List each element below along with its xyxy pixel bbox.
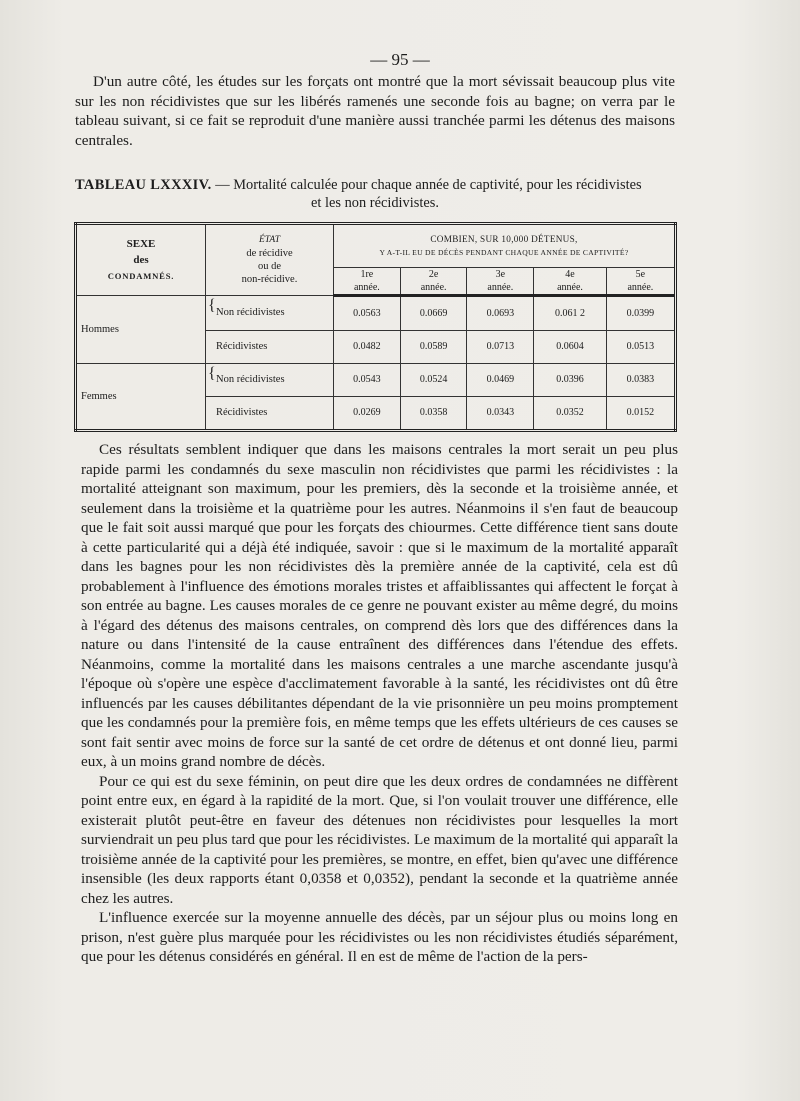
year-ord: 5e	[635, 269, 646, 280]
body-paragraph: Pour ce qui est du sexe féminin, on peut dire que les deux ordres de condamnées ne diffèrent point entre eux, en égard à la rapidité de la mort. Que, si l'on voulait trouver une différence, elle existerait plutôt peut-être en faveur des détenues non récidivistes pour lesquelles la mort surviendrait un peu plus tard que pour les récidivistes. Le maximum de la mortalité qui apparaît la troisième année de la captivité pour les premières, se montre, en effet, bien qu'avec une différence insensible (les deux rapports étant 0,0358 et 0,0352), pendant la seconde et la quatrième année chez les autres.	[81, 772, 678, 907]
intro-section	[75, 72, 675, 150]
etat-cell	[206, 330, 334, 363]
header-combien-2: Y A-T-IL EU DE DÉCÈS PENDANT CHAQUE ANNÉE DE CAPTIVITÉ?	[379, 248, 629, 257]
etat-label: Récidivistes	[216, 341, 268, 352]
year-header	[467, 268, 534, 296]
table-row	[76, 363, 676, 396]
etat-cell	[206, 296, 334, 331]
value-cell: 0.0399	[606, 296, 675, 331]
value-cell: 0.0343	[467, 396, 534, 431]
etat-cell	[206, 396, 334, 431]
body-paragraph: L'influence exercée sur la moyenne annuelle des décès, par un séjour plus ou moins long en prison, n'est guère plus marquée pour les récidivistes ou les non récidivistes étudiés séparément, que pour les détenus considérés en général. Il en est de même de l'action de la pers-	[81, 909, 678, 965]
brace-glyph: {	[208, 297, 216, 314]
value-cell: 0.061 2	[534, 296, 607, 331]
year-word: année.	[557, 282, 583, 293]
value-cell: 0.0482	[334, 330, 401, 363]
brace-glyph: {	[208, 364, 216, 382]
year-header	[606, 268, 675, 296]
value-cell: 0.0589	[400, 330, 467, 363]
header-etat	[206, 224, 334, 296]
header-etat-2: de récidive	[246, 248, 293, 259]
header-combien	[334, 224, 676, 268]
body-text	[81, 440, 678, 967]
value-cell: 0.0604	[534, 330, 607, 363]
value-cell: 0.0469	[467, 363, 534, 396]
value-cell: 0.0513	[606, 330, 675, 363]
etat-cell	[206, 363, 334, 396]
year-header	[534, 268, 607, 296]
value-cell: 0.0396	[534, 363, 607, 396]
header-sexe	[76, 224, 206, 296]
value-cell: 0.0669	[400, 296, 467, 331]
year-word: année.	[353, 282, 380, 293]
header-etat-3: ou de	[257, 261, 282, 272]
year-ord: 2e	[428, 269, 439, 280]
value-cell: 0.0152	[606, 396, 675, 431]
value-cell: 0.0358	[400, 396, 467, 431]
etat-label: Non récidivistes	[216, 374, 285, 385]
value-cell: 0.0269	[334, 396, 401, 431]
table-caption-text-1: — Mortalité calculée pour chaque année de captivité, pour les récidivistes	[211, 177, 642, 193]
value-cell: 0.0563	[334, 296, 401, 331]
year-word: année.	[627, 282, 654, 293]
value-cell: 0.0543	[334, 363, 401, 396]
header-sexe-3: CONDAMNÉS.	[107, 271, 175, 281]
year-word: année.	[420, 282, 447, 293]
page-number: — 95 —	[370, 50, 430, 69]
header-sexe-1: SEXE	[126, 238, 156, 250]
sexe-cell: Femmes	[76, 363, 206, 431]
body-paragraph: Ces résultats semblent indiquer que dans les maisons centrales la mort serait un peu plus rapide parmi les condamnés du sexe masculin non récidivistes que parmi les récidivistes : la mortalité atteignant son maximum, pour les premiers, dès la seconde et la troisième année, et seulement dans la troisième et la quatrième pour les autres. Néanmoins il s'en faut de beaucoup que le fait soit aussi marqué que pour les forçats des chiourmes. Cette différence tient sans doute à cette particularité qui a déjà été indiquée, savoir : que si le maximum de la mortalité apparaît dans les bagnes pour les non récidivistes dès la première année de la captivité, cela est dû probablement à l'influence des émotions morales tristes et affaiblissantes qui affectent le forçat à son entrée au bagne. Les causes morales de ce genre ne pouvant exister au même degré, du moins à l'égard des détenus des maisons centrales, on comprend dès lors que des différences dans la nature ou dans l'intensité de la cause entraînent des différences dans l'étendue des effets. Néanmoins, comme la mortalité dans les maisons centrales a une marche ascendante jusqu'à l'époque où s'opère une espèce d'acclimatement favorable à la santé, les récidivistes ont dû être influencés par les causes débilitantes dépendant de la vie prisonnière un peu moins promptement que les condamnés pour la première fois, en même temps que les effets ultérieurs de ces causes se sont fait sentir avec moins de force sur la santé de cet ordre de détenus et ont donné lieu, parmi eux, à un moins grand nombre de décès.	[81, 441, 678, 770]
year-ord: 3e	[495, 269, 506, 280]
sexe-cell: Hommes	[76, 296, 206, 364]
value-cell: 0.0524	[400, 363, 467, 396]
year-header	[334, 268, 401, 296]
table-row	[76, 296, 676, 331]
value-cell: 0.0713	[467, 330, 534, 363]
header-sexe-2: des	[133, 254, 149, 266]
header-combien-1: COMBIEN, SUR 10,000 DÉTENUS,	[430, 234, 578, 244]
year-ord: 4e	[565, 269, 575, 280]
year-ord: 1re	[360, 269, 374, 280]
table-caption-label: TABLEAU LXXXIV.	[75, 177, 212, 193]
value-cell: 0.0693	[467, 296, 534, 331]
etat-label: Récidivistes	[216, 407, 268, 419]
table-caption-text-2: et les non récidivistes.	[311, 195, 439, 211]
table-caption	[75, 176, 675, 212]
header-etat-1: ÉTAT	[258, 235, 281, 245]
header-etat-4: non-récidive.	[241, 274, 298, 285]
value-cell: 0.0383	[606, 363, 675, 396]
value-cell: 0.0352	[534, 396, 607, 431]
etat-label: Non récidivistes	[216, 307, 285, 319]
year-word: année.	[487, 282, 514, 293]
intro-paragraph: D'un autre côté, les études sur les forçats ont montré que la mort sévissait beaucoup plus vite sur les non récidivistes que sur les libérés ramenés une seconde fois au bagne; on verra par le tableau suivant, si ce fait se reproduit d'une manière aussi tranchée parmi les détenus des maisons centrales.	[75, 73, 675, 149]
mortality-table	[74, 222, 677, 432]
year-header	[400, 268, 467, 296]
